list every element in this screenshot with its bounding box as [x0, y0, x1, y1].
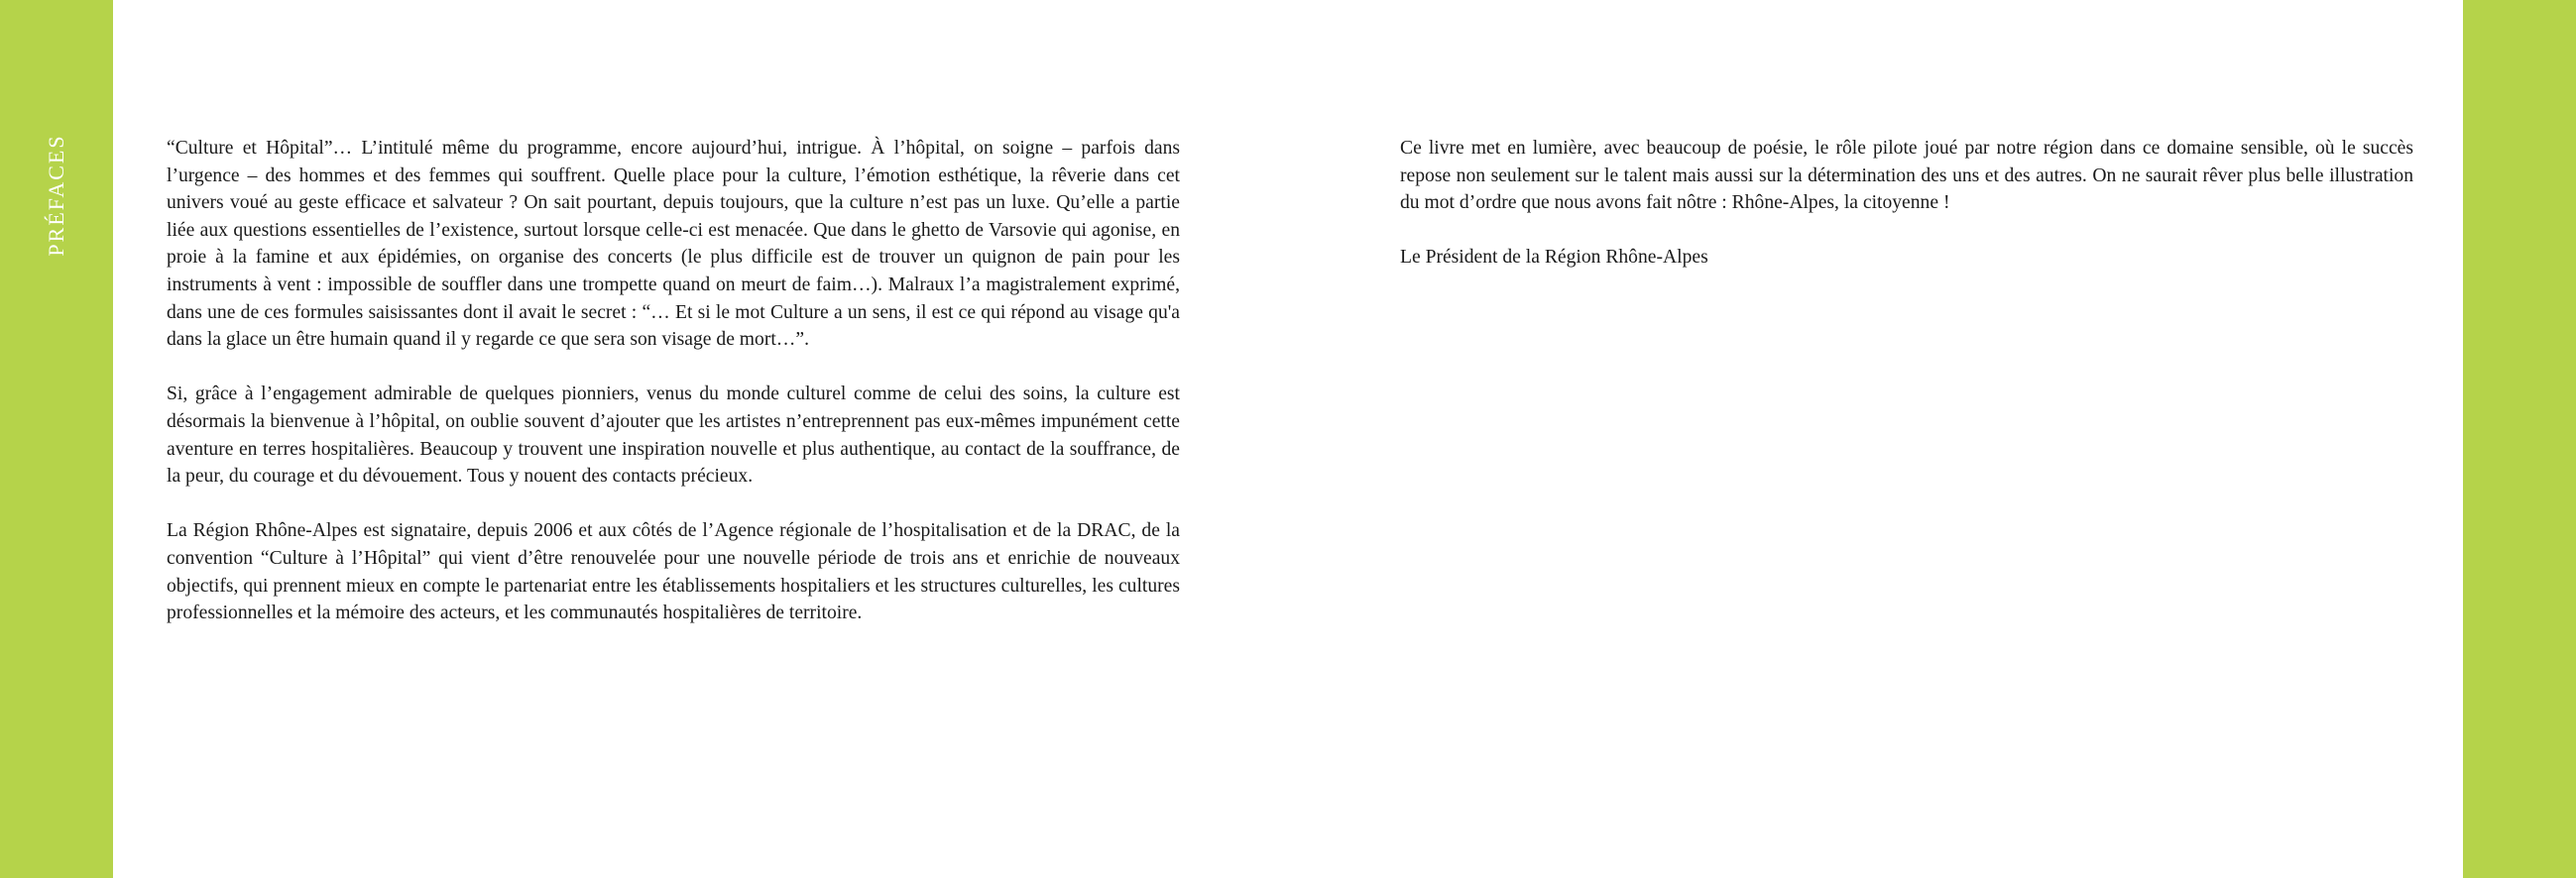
section-label: PRÉFACES: [44, 134, 68, 257]
paragraph-artists: Si, grâce à l’engagement admirable de quelques pionniers, venus du monde culturel comme de celui des soins, la culture est désormais la bienvenue à l’hôpital, on oublie souvent d’ajouter que les artistes n’entreprennent pas eux-mêmes impunément cette aventure en terres hospitalières. Beaucoup y trouvent une inspiration nouvelle et plus authentique, au contact de la souffrance, de la peur, du courage et du dévouement. Tous y nouent des contacts précieux.: [167, 384, 1180, 488]
paragraph-intro: “Culture et Hôpital”… L’intitulé même du programme, encore aujourd’hui, intrigue. À l’hôpital, on soigne – parfois dans l’urgence – des hommes et des femmes qui souffrent. Quelle place pour la culture, l’émotion esthétique, la rêverie dans cet univers voué au geste efficace et salvateur ? On sait pourtant, depuis toujours, que la culture n’est pas un luxe. Qu’elle a partie liée aux questions essentielles de l’existence, surtout lorsque celle-ci est menacée. Que dans le ghetto de Varsovie qui agonise, en proie à la famine et aux épidémies, on organise des concerts (le plus difficile est de trouver un quignon de pain pour les instruments à vent : impossible de souffler dans une trompette quand on meurt de faim…). Malraux l’a magistralement exprimé, dans une de ces formules saisissantes dont il avait le secret : “… Et si le mot Culture a un sens, il est ce qui répond au visage qu'a dans la glace un être humain quand il y regarde ce que sera son visage de mort…”.: [167, 138, 1180, 351]
right-color-band: [2463, 0, 2576, 878]
signature: Le Président de la Région Rhône-Alpes: [1400, 247, 1708, 269]
left-text-column: [167, 135, 1180, 654]
paragraph-region: La Région Rhône-Alpes est signataire, depuis 2006 et aux côtés de l’Agence régionale de l’hospitalisation et de la DRAC, de la convention “Culture à l’Hôpital” qui vient d’être renouvelée pour une nouvelle période de trois ans et enrichie de nouveaux objectifs, qui prennent mieux en compte le partenariat entre les établissements hospitaliers et les structures culturelles, les cultures professionnelles et la mémoire des acteurs, et les communautés hospitalières de territoire.: [167, 520, 1180, 624]
paragraph-book: Ce livre met en lumière, avec beaucoup de poésie, le rôle pilote joué par notre région dans ce domaine sensible, où le succès repose non seulement sur le talent mais aussi sur la détermination des uns et des autres. On ne saurait rêver plus belle illustration du mot d’ordre que nous avons fait nôtre : Rhône-Alpes, la citoyenne !: [1400, 138, 2413, 214]
right-text-column: [1400, 135, 2413, 299]
left-color-band: [0, 0, 113, 878]
